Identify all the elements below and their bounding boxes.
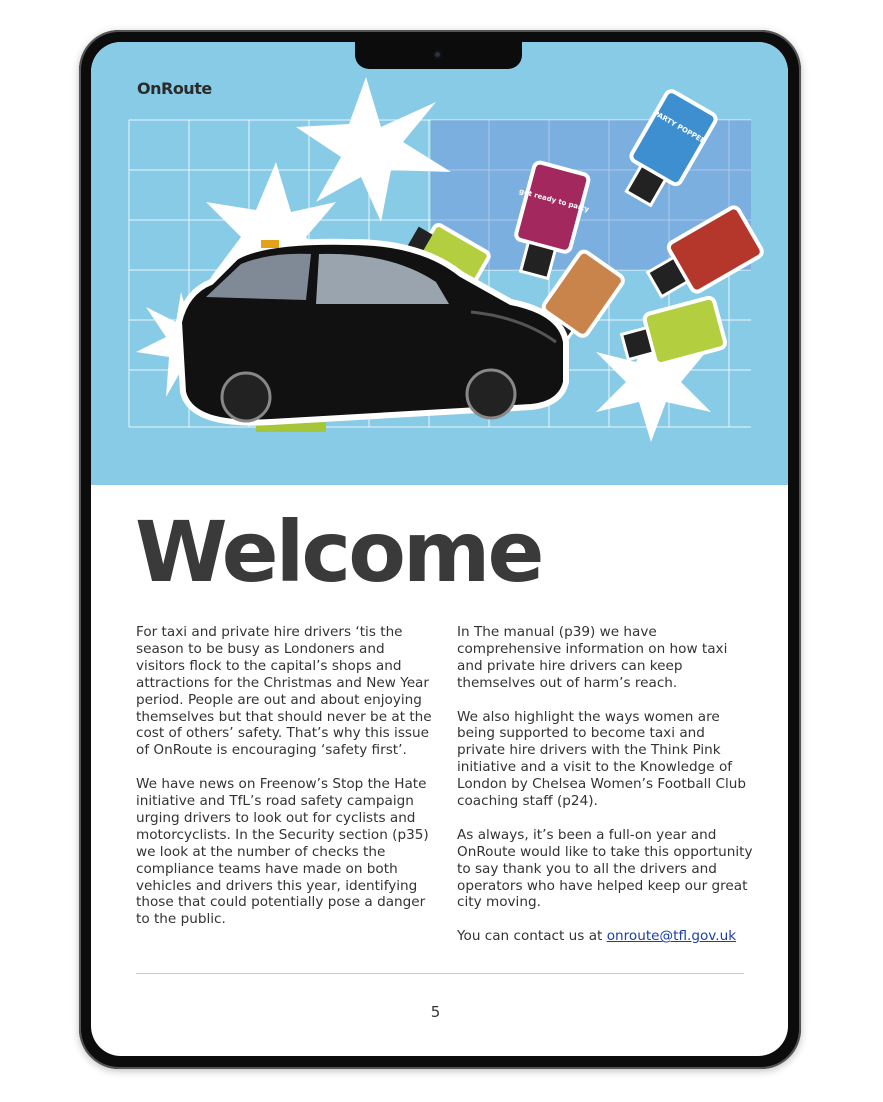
hero-illustration — [91, 42, 788, 485]
paragraph: For taxi and private hire drivers ‘tis the season to be busy as Londoners and visitors flock to the capital’s shops and attractions for the Christmas and New Year period. People are out and about enjoying themselves but that should never be at the cost of others’ safety. That’s why this issue of OnRoute is encouraging ‘safety first’. — [136, 624, 432, 759]
taxi-party-illustration — [91, 42, 788, 485]
text-column-left — [136, 624, 436, 945]
popper-tagline: get ready to party — [518, 187, 590, 214]
page-number: 5 — [430, 1003, 441, 1021]
contact-email-link[interactable]: onroute@tfl.gov.uk — [606, 928, 737, 945]
popper-label: PARTY POPPER — [652, 109, 707, 146]
paragraph: We also highlight the ways women are being supported to become taxi and private hire drivers with the Think Pink initiative and a visit to the Knowledge of London by Chelsea Women’s Football Club coaching staff (p24). — [457, 708, 747, 810]
text-column-right — [457, 624, 757, 962]
onroute-logo: OnRoute — [137, 79, 212, 98]
contact-line — [457, 928, 757, 945]
camera-icon — [433, 50, 442, 59]
contact-prefix: You can contact us at — [457, 928, 607, 945]
tablet-screen — [91, 42, 788, 1056]
paragraph: In The manual (p39) we have comprehensive information on how taxi and private hire drivers can keep themselves out of harm’s reach. — [457, 624, 728, 691]
paragraph: We have news on Freenow’s Stop the Hate initiative and TfL’s road safety campaign urging drivers to look out for cyclists and motorcyclists. In the Security section (p35) we look at the number of checks the compliance teams have made on both vehicles and drivers this year, identifying those that could potentially pose a danger to the public. — [136, 776, 429, 928]
footer-divider — [136, 973, 744, 974]
paragraph: As always, it’s been a full-on year and OnRoute would like to take this opportunity to say thank you to all the drivers and operators who have helped keep our great city moving. — [457, 826, 753, 911]
camera-notch — [355, 42, 522, 69]
page-title: Welcome — [135, 503, 542, 601]
